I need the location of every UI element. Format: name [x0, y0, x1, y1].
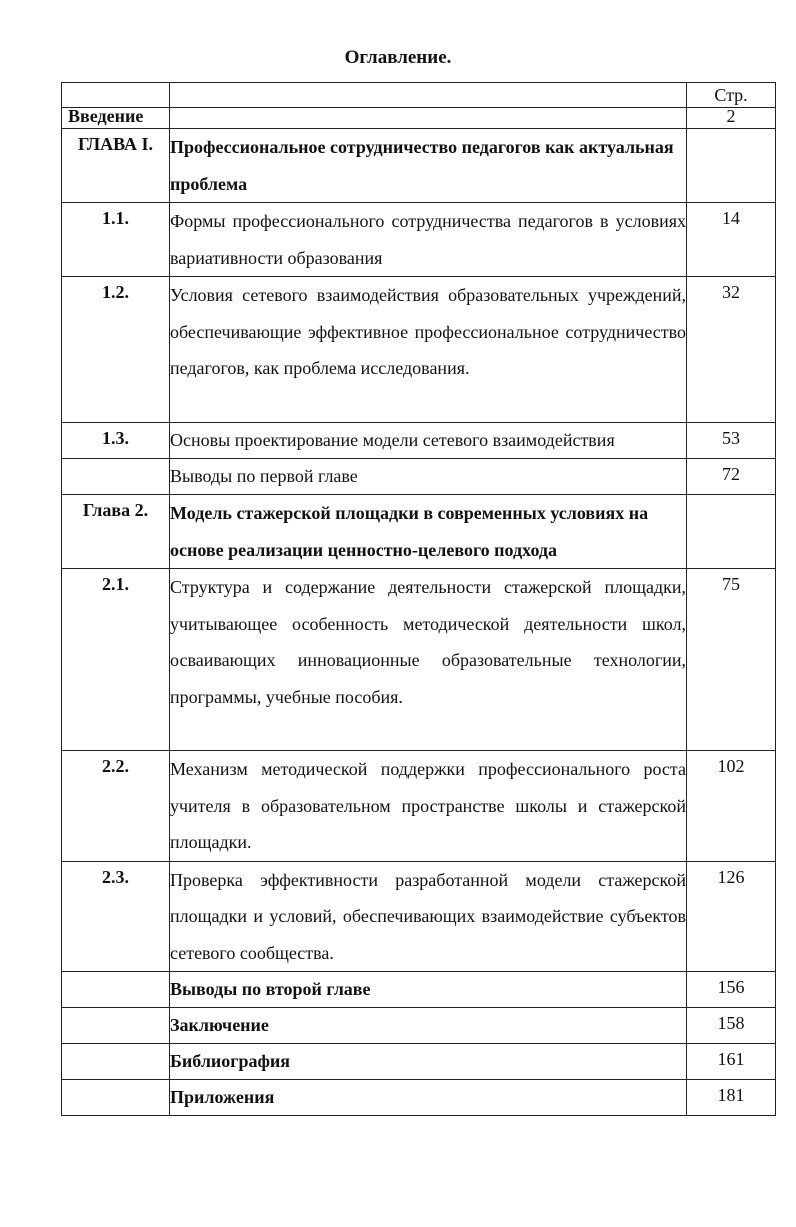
toc-row-text	[170, 108, 687, 129]
toc-row-chapter-1	[62, 129, 776, 203]
toc-row-text: Основы проектирование модели сетевого взаимодействия	[170, 423, 687, 459]
toc-row-text: Приложения	[170, 1080, 687, 1116]
toc-row-page: 75	[687, 569, 776, 751]
toc-row-page	[687, 495, 776, 569]
toc-row-page	[687, 129, 776, 203]
toc-row-1-3	[62, 423, 776, 459]
toc-row-num: Глава 2.	[62, 495, 170, 569]
toc-row-num: 1.2.	[62, 277, 170, 423]
toc-row-page: 72	[687, 459, 776, 495]
toc-row-text: Выводы по первой главе	[170, 459, 687, 495]
toc-row-text: Проверка эффективности разработанной модели стажерской площадки и условий, обеспечивающих взаимодействие субъектов сетевого сообщества.	[170, 861, 687, 972]
toc-row-num: 1.1.	[62, 203, 170, 277]
toc-row-summary-1	[62, 459, 776, 495]
toc-row-num: ГЛАВА I.	[62, 129, 170, 203]
toc-row-1-2	[62, 277, 776, 423]
toc-row-text: Заключение	[170, 1008, 687, 1044]
toc-row-summary-2	[62, 972, 776, 1008]
toc-row-page: 126	[687, 861, 776, 972]
toc-row-text: Модель стажерской площадки в современных условиях на основе реализации ценностно-целевого подхода	[170, 495, 687, 569]
toc-row-page: 102	[687, 751, 776, 862]
toc-row-page: 14	[687, 203, 776, 277]
toc-row-conclusion	[62, 1008, 776, 1044]
toc-row-page: 156	[687, 972, 776, 1008]
toc-row-1-1	[62, 203, 776, 277]
toc-header-row	[62, 83, 776, 108]
toc-row-text: Выводы по второй главе	[170, 972, 687, 1008]
toc-row-text: Структура и содержание деятельности стажерской площадки, учитывающее особенность методической деятельности школ, осваивающих инновационные образовательные технологии, программы, учебные пособия.	[170, 569, 687, 751]
toc-row-2-3	[62, 861, 776, 972]
toc-row-2-1	[62, 569, 776, 751]
toc-row-num: 2.2.	[62, 751, 170, 862]
toc-row-num: 1.3.	[62, 423, 170, 459]
toc-row-num: 2.1.	[62, 569, 170, 751]
page-title: Оглавление.	[344, 47, 452, 68]
toc-row-page: 161	[687, 1044, 776, 1080]
toc-row-text: Профессиональное сотрудничество педагогов как актуальная проблема	[170, 129, 687, 203]
header-num-cell	[62, 83, 170, 108]
toc-row-num	[62, 459, 170, 495]
header-page-label: Стр.	[687, 83, 776, 108]
toc-row-num	[62, 1008, 170, 1044]
toc-row-intro	[62, 108, 776, 129]
toc-row-page: 53	[687, 423, 776, 459]
toc-row-page: 181	[687, 1080, 776, 1116]
toc-row-num	[62, 1044, 170, 1080]
toc-row-chapter-2	[62, 495, 776, 569]
toc-row-text: Механизм методической поддержки профессионального роста учителя в образовательном пространстве школы и стажерской площадки.	[170, 751, 687, 862]
toc-row-text: Формы профессионального сотрудничества педагогов в условиях вариативности образования	[170, 203, 687, 277]
toc-row-num	[62, 972, 170, 1008]
toc-row-2-2	[62, 751, 776, 862]
toc-row-text: Условия сетевого взаимодействия образовательных учреждений, обеспечивающие эффективное профессиональное сотрудничество педагогов, как проблема исследования.	[170, 277, 687, 423]
toc-row-num: Введение	[62, 108, 170, 129]
toc-row-num	[62, 1080, 170, 1116]
toc-row-appendices	[62, 1080, 776, 1116]
toc-table	[61, 82, 776, 1116]
header-text-cell	[170, 83, 687, 108]
toc-row-page: 158	[687, 1008, 776, 1044]
toc-row-page: 32	[687, 277, 776, 423]
toc-row-text: Библиография	[170, 1044, 687, 1080]
toc-row-page: 2	[687, 108, 776, 129]
toc-row-num: 2.3.	[62, 861, 170, 972]
toc-row-bibliography	[62, 1044, 776, 1080]
